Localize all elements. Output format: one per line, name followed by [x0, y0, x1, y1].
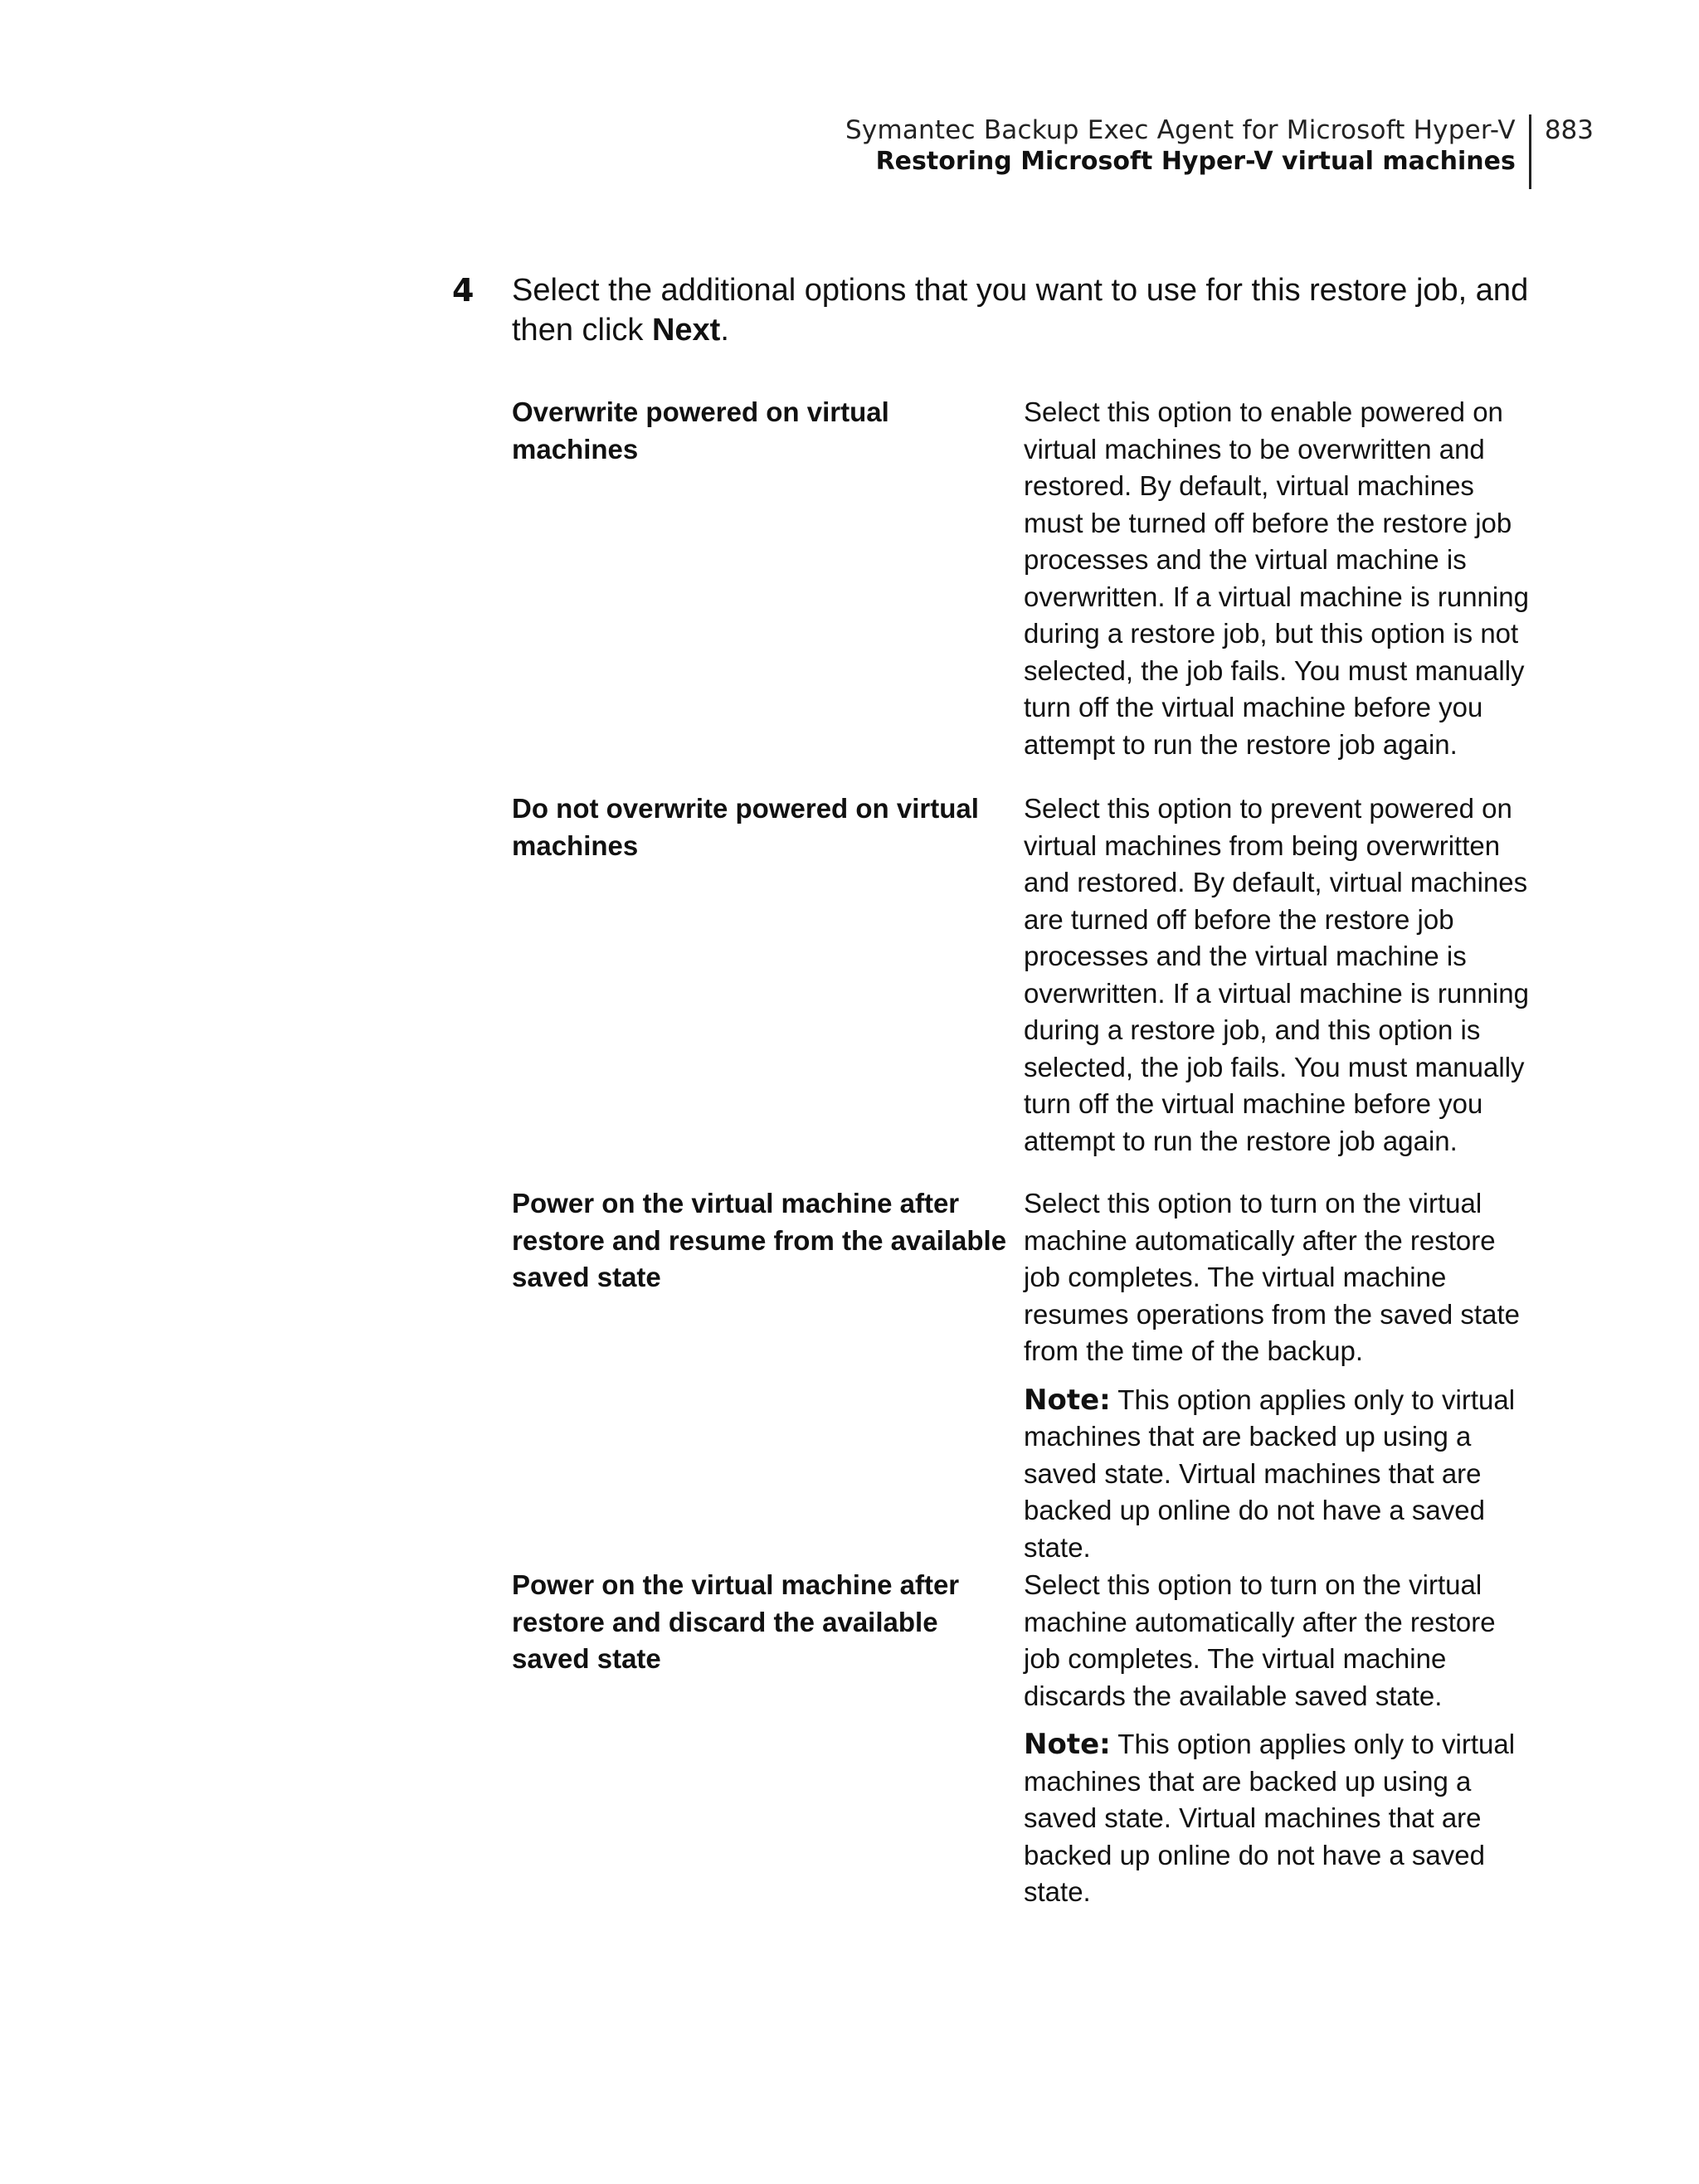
step-instruction [512, 270, 1549, 350]
option-row-do-not-overwrite [512, 790, 1541, 1185]
option-description [1024, 394, 1530, 790]
page-number: 883 [1544, 115, 1594, 145]
option-description-text: Select this option to turn on the virtual machine automatically after the restore job completes. The virtual machine resumes operations from the saved state from the time of the backup. [1024, 1188, 1520, 1366]
section-title: Restoring Microsoft Hyper-V virtual machines [875, 147, 1516, 176]
step-text-before: Select the additional options that you want to use for this restore job, and then click [512, 273, 1529, 348]
step-number: 4 [452, 272, 475, 309]
option-term: Power on the virtual machine after restore and resume from the available saved state [512, 1188, 1007, 1292]
options-table [512, 394, 1541, 1911]
option-row-overwrite [512, 394, 1541, 790]
note-text: This option applies only to virtual machines that are backed up using a saved state. Virtual machines that are backed up online do not have a saved state. [1024, 1729, 1516, 1907]
option-row-resume-saved-state [512, 1185, 1541, 1567]
option-term: Power on the virtual machine after restore and discard the available saved state [512, 1569, 960, 1674]
header-titles [845, 114, 1531, 189]
option-description-text: Select this option to turn on the virtual machine automatically after the restore job completes. The virtual machine discards the available saved state. [1024, 1569, 1496, 1711]
note-label: Note: [1024, 1728, 1111, 1761]
running-header [845, 114, 1594, 189]
option-description [1024, 790, 1530, 1185]
option-description [1024, 1185, 1530, 1567]
step-emphasis: Next [651, 313, 721, 348]
option-description-text: Select this option to prevent powered on virtual machines from being overwritten and restored. By default, virtual machines are turned off before the restore job processes and the virtual machine is overwritten. If a virtual machine is running during a restore job, and this option is selected, the job fails. You must manually turn off the virtual machine before you attempt to run the restore job again. [1024, 793, 1529, 1156]
option-term: Overwrite powered on virtual machines [512, 396, 889, 465]
option-note [1024, 1382, 1530, 1567]
note-text: This option applies only to virtual machines that are backed up using a saved state. Virtual machines that are backed up online do not have a saved state. [1024, 1384, 1516, 1563]
chapter-title: Symantec Backup Exec Agent for Microsoft Hyper-V [845, 115, 1516, 145]
option-description-text: Select this option to enable powered on virtual machines to be overwritten and restored. By default, virtual machines must be turned off before the restore job processes and the virtual machine is overwritten. If a virtual machine is running during a restore job, but this option is not selected, the job fails. You must manually turn off the virtual machine before you attempt to run the restore job again. [1024, 396, 1529, 760]
option-description [1024, 1567, 1530, 1911]
option-note [1024, 1726, 1530, 1911]
option-row-discard-saved-state [512, 1567, 1541, 1911]
option-term: Do not overwrite powered on virtual machines [512, 793, 979, 861]
step-text-after: . [720, 313, 729, 348]
note-label: Note: [1024, 1383, 1111, 1417]
